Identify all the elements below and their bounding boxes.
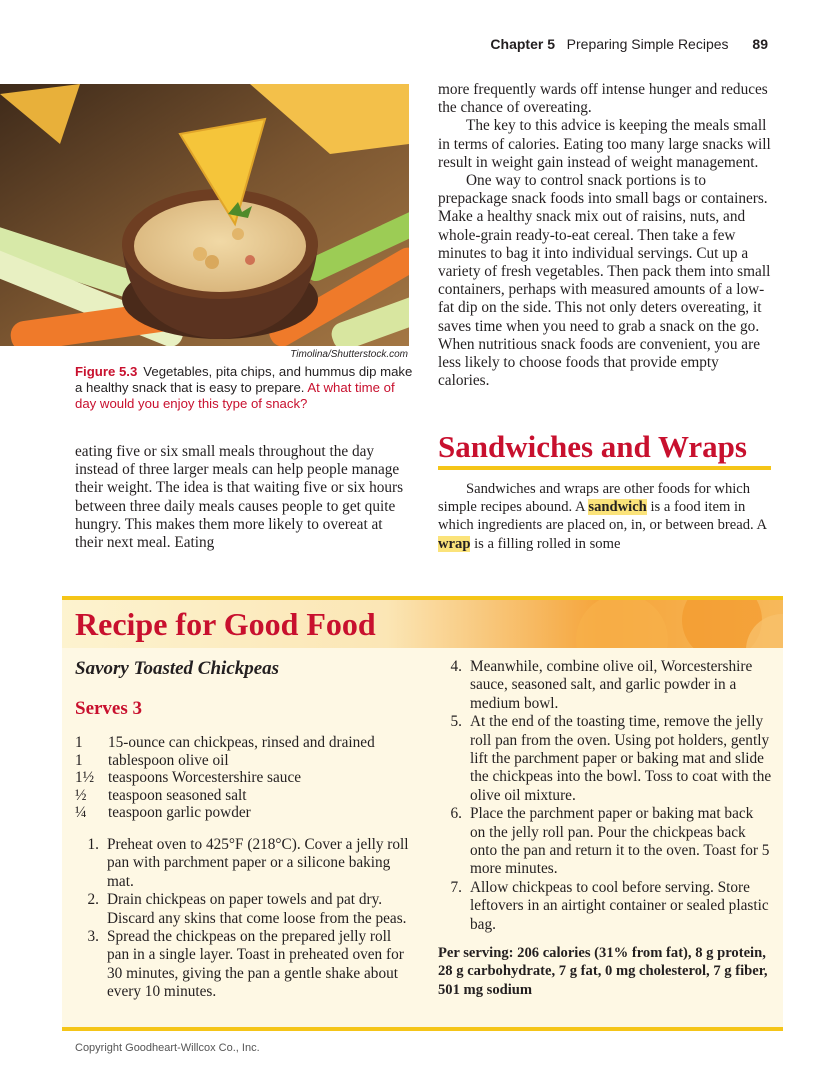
ingredient-row bbox=[75, 752, 415, 770]
step-text: Meanwhile, combine olive oil, Worcestershire sauce, seasoned salt, and garlic powder in a medium bowl. bbox=[470, 658, 753, 712]
chapter-title: Preparing Simple Recipes bbox=[566, 36, 729, 52]
recipe-step bbox=[438, 713, 772, 805]
recipe-step bbox=[75, 891, 410, 928]
recipe-step bbox=[438, 805, 772, 879]
ingredient-qty: ½ bbox=[75, 786, 87, 804]
left-column-text bbox=[75, 443, 409, 552]
step-number: 5. bbox=[450, 713, 462, 731]
figure-label: Figure 5.3 bbox=[75, 364, 138, 379]
recipe-bottom-rule bbox=[62, 1027, 783, 1031]
page-number: 89 bbox=[752, 36, 768, 52]
ingredient-qty: 1½ bbox=[75, 769, 95, 786]
right-paragraph-1: more frequently wards off intense hunger and reduces the chance of overeating. bbox=[438, 81, 768, 117]
figure-caption bbox=[75, 364, 415, 412]
ingredient-row bbox=[75, 787, 415, 805]
ingredient-item: teaspoons Worcestershire sauce bbox=[108, 769, 302, 786]
recipe-top-rule bbox=[62, 596, 783, 600]
step-text: Preheat oven to 425°F (218°C). Cover a jelly roll pan with parchment paper or a silicone baking mat. bbox=[107, 836, 409, 890]
recipe-band-title: Recipe for Good Food bbox=[75, 606, 376, 642]
ingredient-qty: ¼ bbox=[75, 804, 87, 821]
step-number: 2. bbox=[87, 891, 99, 909]
ingredient-qty: 1 bbox=[75, 734, 83, 751]
right-column-text bbox=[438, 81, 772, 390]
step-text: At the end of the toasting time, remove the jelly roll pan from the oven. Using pot holders, gently lift the parchment paper or baking mat and slide the chickpeas into the bowl. Toss to coat with the olive oil mixture. bbox=[470, 713, 772, 804]
ingredient-qty: 1 bbox=[75, 751, 83, 769]
recipe-serves: Serves 3 bbox=[75, 698, 143, 719]
key-term-sandwich: sandwich bbox=[588, 499, 647, 516]
right-paragraph-3: One way to control snack portions is to prepackage snack foods into small bags or containers. Make a healthy snack mix out of raisins, nuts, and whole-grain ready-to-eat cereal. Then take a few minutes to bag it into individual servings. Cut up a variety of fresh vegetables. Then pack them into small containers, perhaps with measured amounts of a low-fat dip on the side. This not only deters overeating, it saves time when you need to grab a snack on the go. When nutritious snack foods are convenient, you are less likely to choose foods that provide empty calories. bbox=[438, 172, 771, 390]
ingredient-item: teaspoon seasoned salt bbox=[108, 786, 247, 804]
step-number: 4. bbox=[450, 658, 462, 675]
chapter-label: Chapter 5 bbox=[490, 36, 555, 52]
step-text: Drain chickpeas on paper towels and pat dry. Discard any skins that come loose from the peas. bbox=[107, 891, 407, 927]
ingredient-item: 15-ounce can chickpeas, rinsed and drained bbox=[108, 734, 375, 751]
figure-question: At what time of day would you enjoy this type of snack? bbox=[75, 380, 395, 411]
section-text-2: is a food item in which ingredients are placed on, in, or between bread. A bbox=[438, 499, 767, 534]
ingredient-list bbox=[75, 734, 415, 822]
section-intro bbox=[438, 480, 772, 553]
key-term-wrap: wrap bbox=[438, 535, 471, 552]
photo-credit: Timolina/Shutterstock.com bbox=[290, 349, 408, 360]
recipe-name: Savory Toasted Chickpeas bbox=[75, 658, 280, 679]
step-text: Allow chickpeas to cool before serving. Store leftovers in an airtight container or sealed plastic bag. bbox=[470, 878, 769, 933]
section-intro-paragraph bbox=[438, 480, 772, 553]
copyright-footer: Copyright Goodheart-Willcox Co., Inc. bbox=[75, 1042, 260, 1054]
step-number: 7. bbox=[450, 878, 462, 896]
section-text-3: is a filling rolled in some bbox=[474, 535, 621, 552]
recipe-step bbox=[75, 928, 410, 1002]
ingredient-item: tablespoon olive oil bbox=[108, 751, 229, 769]
running-header bbox=[490, 36, 768, 52]
nutrition-info: Per serving: 206 calories (31% from fat), 8 g protein, 28 g carbohydrate, 7 g fat, 0 mg cholesterol, 7 g fiber, 501 mg sodium bbox=[438, 945, 768, 998]
step-number: 6. bbox=[450, 805, 462, 823]
section-heading: Sandwiches and Wraps bbox=[438, 429, 747, 464]
step-text: Spread the chickpeas on the prepared jelly roll pan in a single layer. Toast in preheated oven for 30 minutes, giving the pan a gentle shake about every 10 minutes. bbox=[107, 928, 404, 1001]
right-paragraph-2: The key to this advice is keeping the meals small in terms of calories. Eating too many large snacks will result in weight gain instead of weight management. bbox=[438, 117, 771, 171]
hummus-photo-illustration bbox=[0, 84, 409, 346]
ingredient-row bbox=[75, 734, 415, 752]
step-number: 1. bbox=[87, 836, 99, 853]
step-text: Place the parchment paper or baking mat back on the jelly roll pan. Pour the chickpeas back onto the pan and return it to the oven. Toast for 5 more minutes. bbox=[470, 805, 770, 878]
recipe-step bbox=[438, 658, 772, 713]
section-text-1: Sandwiches and wraps are other foods for which simple recipes abound. A bbox=[438, 481, 751, 516]
left-paragraph: eating five or six small meals throughout the day instead of three larger meals can help people manage their weight. The idea is that waiting five or six hours between three daily meals causes people to get quite hungry. This makes them more likely to overeat at their next meal. Eating bbox=[75, 443, 404, 552]
recipe-steps-left bbox=[75, 836, 410, 1002]
figure-caption-text: Vegetables, pita chips, and hummus dip make a healthy snack that is easy to prepare. bbox=[75, 364, 413, 395]
step-number: 3. bbox=[87, 928, 99, 946]
recipe-step bbox=[438, 879, 772, 934]
recipe-step bbox=[75, 836, 410, 891]
ingredient-row bbox=[75, 769, 415, 787]
ingredient-item: teaspoon garlic powder bbox=[108, 804, 251, 821]
recipe-steps-right bbox=[438, 658, 772, 934]
section-heading-rule bbox=[438, 466, 771, 470]
hummus-photo bbox=[0, 84, 409, 346]
ingredient-row bbox=[75, 804, 415, 822]
